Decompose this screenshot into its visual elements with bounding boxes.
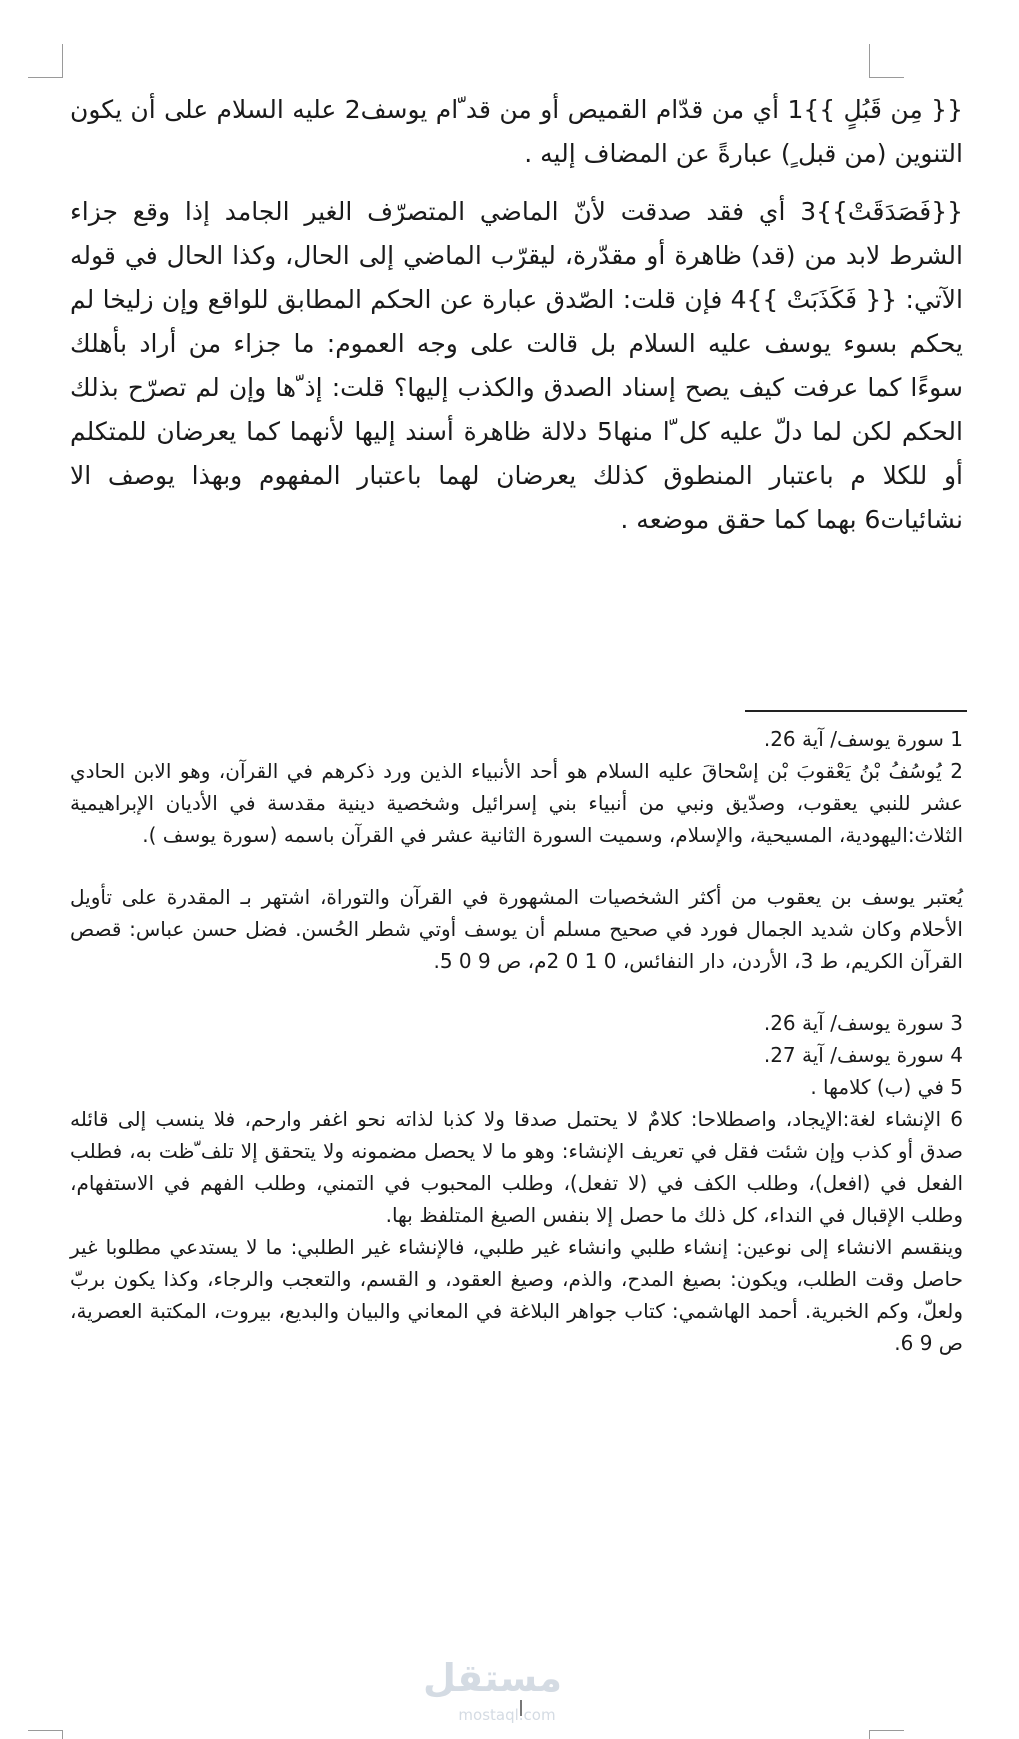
paragraph-1: {{ مِن قَبُلٍ }}1 أي من قدّام القميص أو من قد ّام يوسف2 عليه السلام على أن يكون التنوين (من قبل ٍ) عبارةً عن المضاف إليه . — [70, 95, 963, 168]
footnote-2a: 2 يُوسُفُ بْنُ يَعْقوبَ بْن إسْحاقَ عليه السلام هو أحد الأنبياء الذين ورد ذكرهم في القرآن، وهو الابن الحادي عشر للنبي يعقوب، وصدّيق ونبي من أنبياء بني إسرائيل وشخصية دينية مقدسة في الأديان الإبراهيمية الثلاث:اليهودية، المسيحية، والإسلام، وسميت السورة الثانية عشر في القرآن باسمه (سورة يوسف ). — [70, 759, 963, 847]
footnote-2b: يُعتبر يوسف بن يعقوب من أكثر الشخصيات المشهورة في القرآن والتوراة، اشتهر بـ المقدرة على تأويل الأحلام وكان شديد الجمال فورد في صحيح مسلم أن يوسف أوتي شطر الحُسن. فضل حسن عباس: قصص القرآن الكريم، ط 3، الأردن، دار النفائس، 0 1 0 2م، ص 9 0 5. — [70, 885, 963, 973]
crop-mark-top-left-h — [28, 77, 62, 78]
crop-mark-bottom-left-h — [28, 1730, 62, 1731]
footnote-1: 1 سورة يوسف/ آية 26. — [763, 727, 963, 751]
footnote-separator — [745, 710, 967, 712]
footnote-3: 3 سورة يوسف/ آية 26. — [763, 1011, 963, 1035]
crop-mark-bottom-right-h — [870, 1730, 904, 1731]
crop-mark-top-left-v — [62, 44, 63, 78]
crop-mark-top-right-h — [870, 77, 904, 78]
footnote-6b: وينقسم الانشاء إلى نوعين: إنشاء طلبي وانشاء غير طلبي، فالإنشاء غير الطلبي: ما لا يستدعي مطلوبا غير حاصل وقت الطلب، ويكون: بصيغ المدح، والذم، وصيغ العقود، و القسم، والتعجب والرجاء، وكذا يكون بربّ ولعلّ، وكم الخبرية. أحمد الهاشمي: كتاب جواهر البلاغة في المعاني والبيان والبديع، بيروت، المكتبة العصرية، ص 9 6. — [70, 1235, 963, 1355]
footnote-6a: 6 الإنشاء لغة:الإيجاد، واصطلاحا: كلامٌ لا يحتمل صدقا ولا كذبا لذاته نحو اغفر وارحم، فلا ينسب إلى قائله صدق أو كذب وإن شئت فقل في تعريف الإنشاء: وهو ما لا يحصل مضمونه ولا يتحقق إلا تلف ّظت به، فطلب الفعل في (افعل)، وطلب الكف في (لا تفعل)، وطلب المحبوب في التمني، وطلب الفهم في الاستفهام، وطلب الإقبال في النداء، كل ذلك ما حصل إلا بنفس الصيغ المتلفظ بها. — [70, 1107, 963, 1227]
footnotes — [70, 723, 963, 1359]
crop-mark-bottom-right-v — [869, 1730, 870, 1739]
main-text — [70, 88, 963, 556]
footnote-4: 4 سورة يوسف/ آية 27. — [763, 1043, 963, 1067]
watermark-logo: مستقل — [423, 1656, 562, 1700]
footnote-5: 5 في (ب) كلامها . — [810, 1075, 963, 1099]
watermark-url: mostaql.com — [458, 1706, 556, 1724]
crop-mark-top-right-v — [869, 44, 870, 78]
crop-mark-bottom-left-v — [62, 1730, 63, 1739]
paragraph-2: {{فَصَدَقَتْ}}3 أي فقد صدقت لأنّ الماضي المتصرّف الغير الجامد إذا وقع جزاء الشرط لابد من (قد) ظاهرة أو مقدّرة، ليقرّب الماضي إلى الحال، وكذا الحال في قوله الآتي: {{ فَكَذَبَتْ }}4 فإن قلت: الصّدق عبارة عن الحكم المطابق للواقع وإن زليخا لم يحكم بسوء يوسف عليه السلام بل قالت على وجه العموم: ما جزاء من أراد بأهلك سوءًا كما عرفت كيف يصح إسناد الصدق والكذب إليها؟ قلت: إذ ّها وإن لم تصرّح بذلك الحكم لكن لما دلّ عليه كل ّا منها5 دلالة ظاهرة أسند إليها لأنهما كما يعرضان للمتكلم أو للكلا م باعتبار المنطوق كذلك يعرضان لهما باعتبار المفهوم وبهذا يوصف الا نشائيات6 بهما كما حقق موضعه . — [70, 197, 963, 534]
